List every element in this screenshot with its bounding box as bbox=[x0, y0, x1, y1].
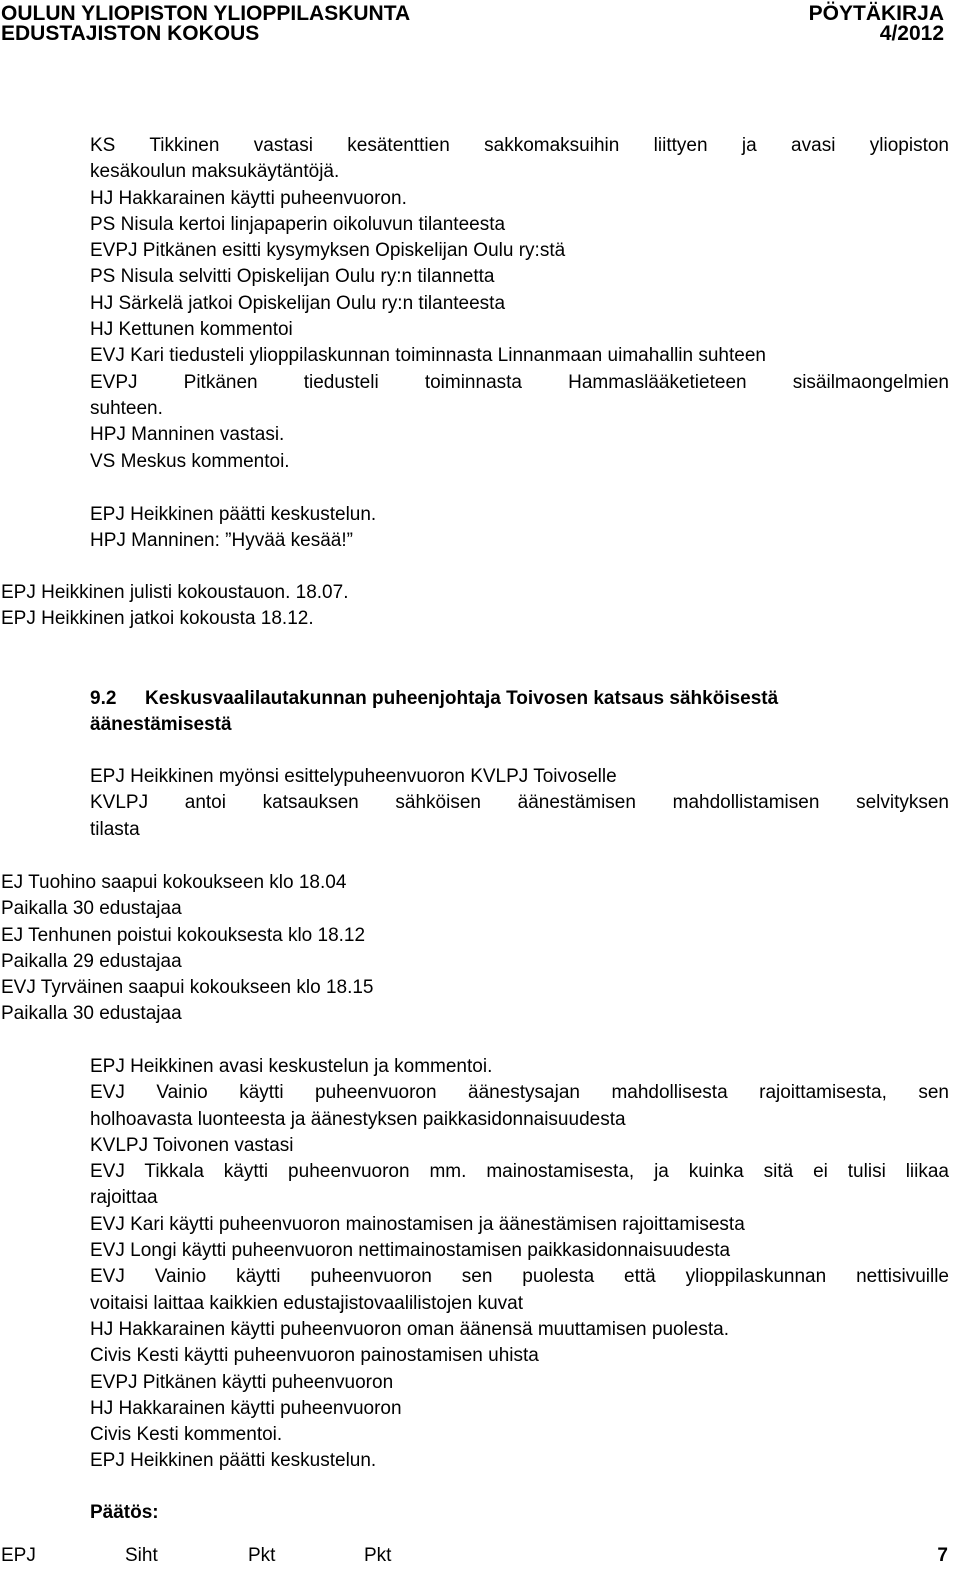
footer-signature-checker-1: Pkt bbox=[248, 1545, 276, 1566]
text-line: KS Tikkinen vastasi kesätenttien sakkomaksuihin liittyen ja avasi yliopiston bbox=[90, 135, 949, 156]
text-line: EVJ Longi käytti puheenvuoron nettimainostamisen paikkasidonnaisuudesta bbox=[90, 1240, 731, 1262]
text-line: EPJ Heikkinen julisti kokoustauon. 18.07. bbox=[1, 582, 349, 603]
text-line: Civis Kesti kommentoi. bbox=[90, 1424, 283, 1446]
text-line: EVPJ Pitkänen tiedusteli toiminnasta Hammaslääketieteen sisäilmaongelmien bbox=[90, 371, 949, 393]
text-line: EVJ Vainio käytti puheenvuoron äänestysajan mahdollisesta rajoittamisesta, sen bbox=[90, 1082, 949, 1104]
document-type: PÖYTÄKIRJA bbox=[808, 2, 944, 25]
page-footer bbox=[0, 1543, 960, 1573]
text-line: EPJ Heikkinen päätti keskustelun. bbox=[90, 504, 377, 525]
section-heading bbox=[90, 686, 949, 739]
text-line: rajoittaa bbox=[90, 1187, 158, 1209]
text-line: EVJ Tikkala käytti puheenvuoron mm. mainostamisesta, ja kuinka sitä ei tulisi liikaa bbox=[90, 1161, 949, 1183]
text-line: HJ Särkelä jatkoi Opiskelijan Oulu ry:n tilanteesta bbox=[90, 292, 506, 314]
discussion-block-a bbox=[90, 133, 949, 475]
section-number: 9.2 bbox=[90, 688, 117, 709]
decision-label: Päätös: bbox=[90, 1502, 159, 1523]
text-line: Paikalla 30 edustajaa bbox=[1, 898, 182, 920]
footer-signature-chair: EPJ bbox=[1, 1545, 36, 1566]
text-line: Civis Kesti käytti puheenvuoron painostamisen uhista bbox=[90, 1345, 539, 1367]
text-line: KVLPJ Toivonen vastasi bbox=[90, 1134, 294, 1156]
meeting-name: EDUSTAJISTON KOKOUS bbox=[1, 22, 260, 45]
text-line: Paikalla 29 edustajaa bbox=[1, 950, 182, 972]
footer-signature-secretary: Siht bbox=[125, 1545, 158, 1566]
attendance-notes bbox=[1, 870, 601, 1028]
text-line: EJ Tenhunen poistui kokouksesta klo 18.12 bbox=[1, 924, 366, 946]
text-line: EPJ Heikkinen päätti keskustelun. bbox=[90, 1450, 377, 1472]
text-line: EPJ Heikkinen myönsi esittelypuheenvuoron KVLPJ Toivoselle bbox=[90, 766, 617, 787]
organization-name: OULUN YLIOPISTON YLIOPPILASKUNTA bbox=[1, 2, 411, 25]
footer-signature-checker-2: Pkt bbox=[364, 1545, 392, 1566]
text-line: HJ Hakkarainen käytti puheenvuoron bbox=[90, 1397, 402, 1419]
text-line: EVJ Kari käytti puheenvuoron mainostamisen ja äänestämisen rajoittamisesta bbox=[90, 1213, 745, 1235]
text-line: EVJ Kari tiedusteli ylioppilaskunnan toiminnasta Linnanmaan uimahallin suhteen bbox=[90, 345, 766, 367]
text-line: HPJ Manninen vastasi. bbox=[90, 424, 285, 446]
section-title: Keskusvaalilautakunnan puheenjohtaja Toivosen katsaus sähköisestä bbox=[144, 688, 779, 709]
text-line: holhoavasta luonteesta ja äänestyksen paikkasidonnaisuudesta bbox=[90, 1108, 626, 1130]
text-line: EPJ Heikkinen jatkoi kokousta 18.12. bbox=[1, 608, 314, 630]
document-number: 4/2012 bbox=[879, 22, 944, 45]
section-title-continued: äänestämisestä bbox=[90, 714, 232, 736]
text-line: KVLPJ antoi katsauksen sähköisen äänestämisen mahdollistamisen selvityksen bbox=[90, 792, 949, 814]
text-line: VS Meskus kommentoi. bbox=[90, 450, 290, 472]
text-line: PS Nisula selvitti Opiskelijan Oulu ry:n tilannetta bbox=[90, 266, 495, 288]
discussion-block-b bbox=[90, 502, 949, 555]
text-line: EVJ Tyrväinen saapui kokoukseen klo 18.15 bbox=[1, 977, 374, 999]
text-line: EPJ Heikkinen avasi keskustelun ja kommentoi. bbox=[90, 1056, 493, 1077]
text-line: tilasta bbox=[90, 818, 140, 840]
text-line: EVJ Vainio käytti puheenvuoron sen puolesta että ylioppilaskunnan nettisivuille bbox=[90, 1266, 949, 1288]
text-line: EVPJ Pitkänen esitti kysymyksen Opiskelijan Oulu ry:stä bbox=[90, 240, 566, 262]
text-line: kesäkoulun maksukäytäntöjä. bbox=[90, 161, 340, 183]
text-line: HJ Hakkarainen käytti puheenvuoron oman äänensä muuttamisen puolesta. bbox=[90, 1318, 729, 1340]
text-line: PS Nisula kertoi linjapaperin oikoluvun tilanteesta bbox=[90, 213, 506, 235]
page-number: 7 bbox=[937, 1545, 948, 1566]
discussion-block-d bbox=[90, 764, 949, 843]
discussion-block-f bbox=[90, 1054, 949, 1475]
text-line: suhteen. bbox=[90, 397, 163, 419]
break-notes bbox=[1, 580, 501, 633]
text-line: voitaisi laittaa kaikkien edustajistovaalilistojen kuvat bbox=[90, 1292, 524, 1314]
text-line: EJ Tuohino saapui kokoukseen klo 18.04 bbox=[1, 872, 347, 893]
text-line: HJ Hakkarainen käytti puheenvuoron. bbox=[90, 187, 407, 209]
text-line: EVPJ Pitkänen käytti puheenvuoron bbox=[90, 1371, 394, 1393]
text-line: Paikalla 30 edustajaa bbox=[1, 1003, 182, 1025]
text-line: HJ Kettunen kommentoi bbox=[90, 319, 293, 341]
text-line: HPJ Manninen: ”Hyvää kesää!” bbox=[90, 530, 353, 552]
